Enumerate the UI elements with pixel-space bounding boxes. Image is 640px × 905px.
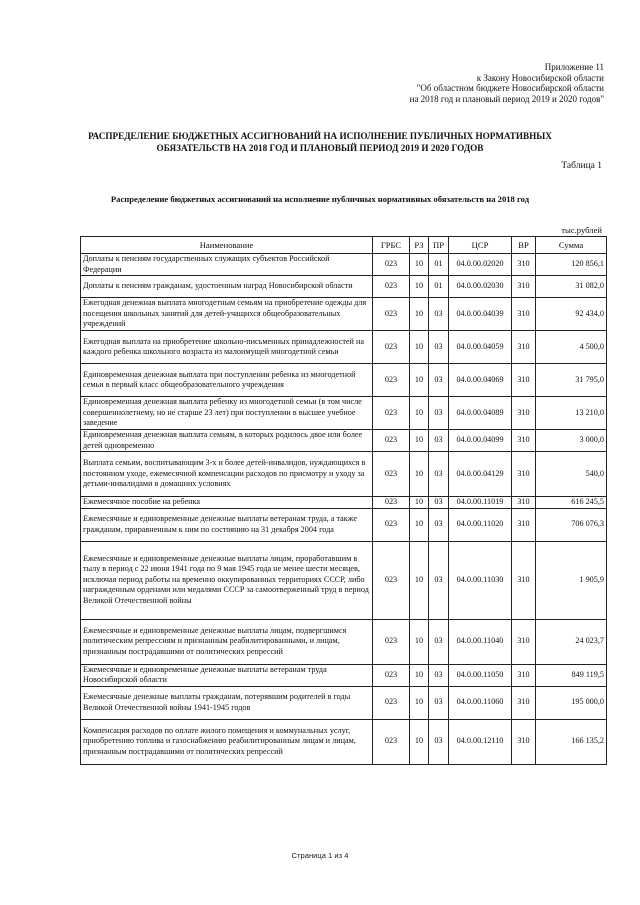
- table-row: [81, 452, 607, 497]
- column-header-grbs: ГРБС: [373, 237, 410, 254]
- budget-table: [80, 236, 607, 765]
- cell-rz: 10: [410, 254, 429, 276]
- cell-grbs: 023: [373, 719, 410, 764]
- cell-rz: 10: [410, 686, 429, 719]
- cell-name: Ежегодная денежная выплата многодетным семьям на приобретение одежды для посещения школьных занятий для детей-учащихся общеобразовательных учреждений: [81, 298, 373, 331]
- cell-rz: 10: [410, 331, 429, 364]
- cell-pr: 03: [429, 686, 449, 719]
- cell-csr: 04.0.00.11060: [449, 686, 512, 719]
- cell-pr: 03: [429, 298, 449, 331]
- column-header-csr: ЦСР: [449, 237, 512, 254]
- cell-csr: 04.0.00.11019: [449, 497, 512, 509]
- cell-name: Единовременная денежная выплата семьям, в которых родилось двое или более детей одновременно: [81, 430, 373, 452]
- cell-sum: 3 000,0: [536, 430, 607, 452]
- cell-grbs: 023: [373, 664, 410, 686]
- appendix-line: на 2018 год и плановый период 2019 и 2020 годов": [409, 93, 604, 104]
- appendix-line: Приложение 11: [544, 62, 604, 72]
- cell-name: Ежемесячные и единовременные денежные выплаты ветеранам труда, а также гражданам, приравненным к ним по состоянию на 31 декабря 2004 года: [81, 508, 373, 541]
- cell-rz: 10: [410, 430, 429, 452]
- cell-vr: 310: [512, 686, 536, 719]
- table-header-row: [81, 237, 607, 254]
- cell-vr: 310: [512, 254, 536, 276]
- cell-vr: 310: [512, 619, 536, 664]
- appendix-line: "Об областном бюджете Новосибирской области: [416, 83, 604, 93]
- table-number: Таблица 1: [561, 161, 602, 171]
- table-row: [81, 686, 607, 719]
- cell-pr: 01: [429, 276, 449, 298]
- cell-vr: 310: [512, 664, 536, 686]
- cell-grbs: 023: [373, 508, 410, 541]
- cell-rz: 10: [410, 508, 429, 541]
- cell-csr: 04.0.00.02020: [449, 254, 512, 276]
- cell-csr: 04.0.00.11020: [449, 508, 512, 541]
- column-header-vr: ВР: [512, 237, 536, 254]
- cell-vr: 310: [512, 508, 536, 541]
- table-row: [81, 298, 607, 331]
- cell-name: Единовременная денежная выплата ребенку из многодетной семьи (в том числе совершеннолетнему, но не старше 23 лет) при поступлении в высшее учебное заведение: [81, 397, 373, 430]
- table-subtitle: Распределение бюджетных ассигнований на исполнение публичных нормативных обязательств на 2018 год: [110, 194, 530, 204]
- cell-pr: 03: [429, 619, 449, 664]
- cell-csr: 04.0.00.11050: [449, 664, 512, 686]
- cell-vr: 310: [512, 430, 536, 452]
- cell-pr: 03: [429, 364, 449, 397]
- cell-name: Ежемесячные денежные выплаты гражданам, потерявшим родителей в годы Великой Отечественной войны 1941-1945 годов: [81, 686, 373, 719]
- cell-rz: 10: [410, 619, 429, 664]
- document-title-line: РАСПРЕДЕЛЕНИЕ БЮДЖЕТНЫХ АССИГНОВАНИЙ НА ИСПОЛНЕНИЕ ПУБЛИЧНЫХ НОРМАТИВНЫХ: [88, 131, 552, 141]
- cell-pr: 03: [429, 719, 449, 764]
- table-row: [81, 719, 607, 764]
- cell-vr: 310: [512, 364, 536, 397]
- column-header-rz: РЗ: [410, 237, 429, 254]
- cell-name: Доплаты к пенсиям гражданам, удостоенным наград Новосибирской области: [81, 276, 373, 298]
- cell-name: Выплата семьям, воспитывающим 3-х и более детей-инвалидов, нуждающихся в постоянном уходе, ежемесячной компенсации расходов по присмотру и уходу за детьми-инвалидами в домашних условиях: [81, 452, 373, 497]
- cell-sum: 195 000,0: [536, 686, 607, 719]
- cell-sum: 1 905,9: [536, 541, 607, 619]
- units-label: тыс.рублей: [561, 225, 602, 235]
- cell-name: Ежегодная выплата на приобретение школьно-письменных принадлежностей на каждого ребенка школьного возраста из малоимущей многодетной семьи: [81, 331, 373, 364]
- cell-vr: 310: [512, 276, 536, 298]
- cell-csr: 04.0.00.02030: [449, 276, 512, 298]
- column-header-name: Наименование: [81, 237, 373, 254]
- cell-vr: 310: [512, 541, 536, 619]
- appendix-header: [410, 62, 604, 104]
- cell-sum: 4 500,0: [536, 331, 607, 364]
- cell-name: Ежемесячные и единовременные денежные выплаты лицам, подвергшимся политическим репрессиям и признанным реабилитированными, и лицам, признанным пострадавшими от политических репрессий: [81, 619, 373, 664]
- cell-grbs: 023: [373, 254, 410, 276]
- cell-rz: 10: [410, 452, 429, 497]
- cell-sum: 849 119,5: [536, 664, 607, 686]
- table-row: [81, 276, 607, 298]
- cell-sum: 616 245,5: [536, 497, 607, 509]
- cell-rz: 10: [410, 397, 429, 430]
- cell-rz: 10: [410, 664, 429, 686]
- table-row: [81, 664, 607, 686]
- column-header-sum: Сумма: [536, 237, 607, 254]
- table-row: [81, 254, 607, 276]
- cell-rz: 10: [410, 276, 429, 298]
- document-title: [60, 130, 580, 154]
- table-row: [81, 397, 607, 430]
- cell-grbs: 023: [373, 541, 410, 619]
- cell-pr: 01: [429, 254, 449, 276]
- cell-sum: 92 434,0: [536, 298, 607, 331]
- cell-rz: 10: [410, 497, 429, 509]
- cell-csr: 04.0.00.12110: [449, 719, 512, 764]
- cell-rz: 10: [410, 364, 429, 397]
- cell-grbs: 023: [373, 397, 410, 430]
- cell-sum: 24 023,7: [536, 619, 607, 664]
- cell-sum: 13 210,0: [536, 397, 607, 430]
- document-title-line: ОБЯЗАТЕЛЬСТВ НА 2018 ГОД И ПЛАНОВЫЙ ПЕРИОД 2019 И 2020 ГОДОВ: [156, 143, 484, 153]
- cell-rz: 10: [410, 541, 429, 619]
- cell-csr: 04.0.00.11030: [449, 541, 512, 619]
- table-row: [81, 430, 607, 452]
- cell-name: Доплаты к пенсиям государственных служащих субъектов Российской Федерации: [81, 254, 373, 276]
- cell-sum: 540,0: [536, 452, 607, 497]
- cell-vr: 310: [512, 298, 536, 331]
- cell-grbs: 023: [373, 276, 410, 298]
- cell-name: Ежемесячное пособие на ребенка: [81, 497, 373, 509]
- table-row: [81, 497, 607, 509]
- cell-rz: 10: [410, 298, 429, 331]
- cell-grbs: 023: [373, 619, 410, 664]
- cell-grbs: 023: [373, 298, 410, 331]
- cell-vr: 310: [512, 497, 536, 509]
- cell-pr: 03: [429, 430, 449, 452]
- cell-name: Ежемесячные и единовременные денежные выплаты ветеранам труда Новосибирской области: [81, 664, 373, 686]
- cell-pr: 03: [429, 664, 449, 686]
- cell-csr: 04.0.00.04089: [449, 397, 512, 430]
- cell-csr: 04.0.00.04039: [449, 298, 512, 331]
- cell-pr: 03: [429, 397, 449, 430]
- table-row: [81, 619, 607, 664]
- cell-csr: 04.0.00.11040: [449, 619, 512, 664]
- cell-vr: 310: [512, 331, 536, 364]
- cell-grbs: 023: [373, 430, 410, 452]
- cell-vr: 310: [512, 719, 536, 764]
- cell-name: Единовременная денежная выплата при поступлении ребенка из многодетной семьи в первый класс общеобразовательного учреждения: [81, 364, 373, 397]
- cell-grbs: 023: [373, 331, 410, 364]
- cell-sum: 31 795,0: [536, 364, 607, 397]
- cell-vr: 310: [512, 452, 536, 497]
- cell-grbs: 023: [373, 497, 410, 509]
- cell-sum: 31 082,0: [536, 276, 607, 298]
- cell-pr: 03: [429, 452, 449, 497]
- cell-grbs: 023: [373, 686, 410, 719]
- cell-csr: 04.0.00.04129: [449, 452, 512, 497]
- table-row: [81, 541, 607, 619]
- table-row: [81, 331, 607, 364]
- cell-csr: 04.0.00.04069: [449, 364, 512, 397]
- cell-pr: 03: [429, 508, 449, 541]
- cell-name: Ежемесячные и единовременные денежные выплаты лицам, проработавшим в тылу в период с 22 июня 1941 года по 9 мая 1945 года не менее шести месяцев, исключая период работы на временно оккупированных территориях СССР, либо награжденным орденами или медалями СССР за самоотверженный труд в период Великой Отечественной войны: [81, 541, 373, 619]
- cell-grbs: 023: [373, 452, 410, 497]
- table-body: [81, 254, 607, 765]
- cell-rz: 10: [410, 719, 429, 764]
- cell-csr: 04.0.00.04059: [449, 331, 512, 364]
- cell-pr: 03: [429, 331, 449, 364]
- page-number: Страница 1 из 4: [291, 851, 349, 860]
- table-row: [81, 364, 607, 397]
- cell-sum: 706 076,3: [536, 508, 607, 541]
- cell-name: Компенсация расходов по оплате жилого помещения и коммунальных услуг, приобретению топлива и газоснабжению реабилитированным лицам и лицам, признанным пострадавшими от политических репрессий: [81, 719, 373, 764]
- cell-vr: 310: [512, 397, 536, 430]
- appendix-line: к Закону Новосибирской области: [476, 72, 604, 83]
- cell-pr: 03: [429, 541, 449, 619]
- column-header-pr: ПР: [429, 237, 449, 254]
- cell-pr: 03: [429, 497, 449, 509]
- cell-sum: 166 135,2: [536, 719, 607, 764]
- table-row: [81, 508, 607, 541]
- cell-sum: 120 856,1: [536, 254, 607, 276]
- cell-csr: 04.0.00.04099: [449, 430, 512, 452]
- cell-grbs: 023: [373, 364, 410, 397]
